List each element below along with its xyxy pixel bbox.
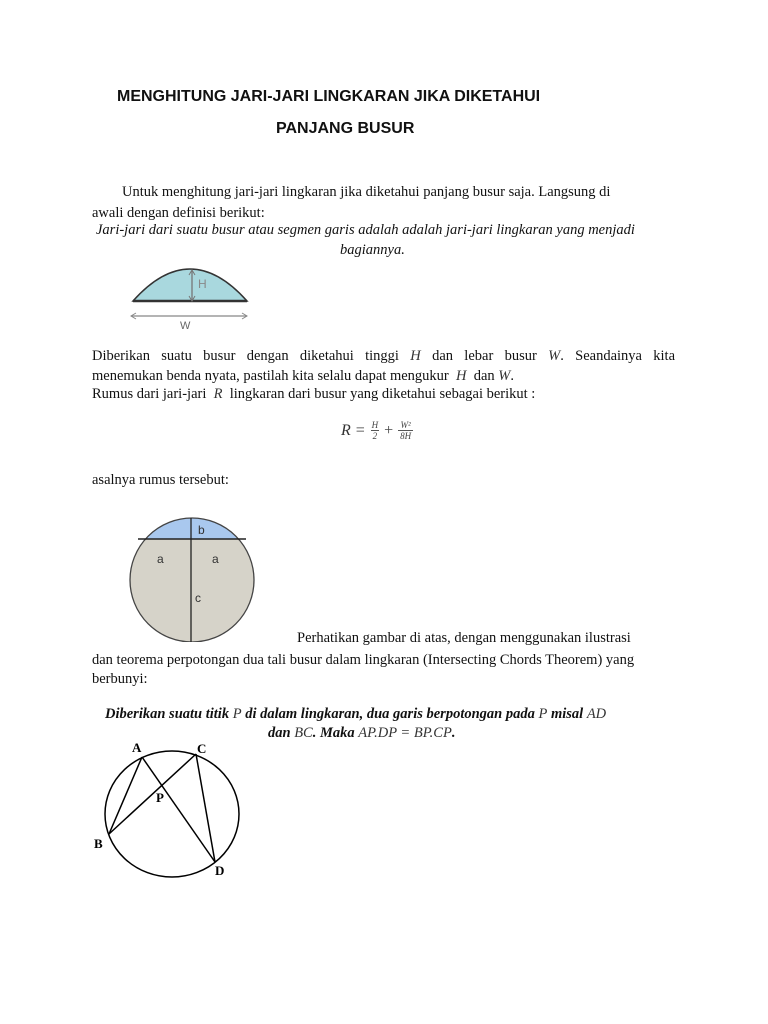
paragraph-4-line-3: berbunyi: bbox=[92, 671, 148, 687]
intersecting-chords-circle-figure bbox=[120, 512, 270, 642]
label-D: D bbox=[215, 863, 225, 878]
arc-segment-figure bbox=[95, 255, 290, 335]
width-label: W bbox=[180, 320, 191, 332]
definition-line-2: bagiannya. bbox=[340, 242, 405, 258]
definition-line-1: Jari-jari dari suatu busur atau segmen garis adalah adalah jari-jari lingkaran yang menjadi bbox=[96, 222, 635, 238]
origin-text: asalnya rumus tersebut: bbox=[92, 472, 229, 488]
title-line-1: MENGHITUNG JARI-JARI LINGKARAN JIKA DIKETAHUI bbox=[117, 88, 541, 105]
label-A: A bbox=[132, 740, 142, 755]
paragraph-4-line-1: Perhatikan gambar di atas, dengan menggunakan ilustrasi bbox=[297, 630, 631, 646]
label-B: B bbox=[94, 836, 103, 851]
height-label: H bbox=[198, 277, 207, 291]
paragraph-2-line-1: Diberikan suatu busur dengan diketahui tinggi H dan lebar busur W. Seandainya kita bbox=[92, 348, 676, 364]
paragraph-3: Rumus dari jari-jari R lingkaran dari busur yang diketahui sebagai berikut : bbox=[92, 386, 536, 402]
label-P: P bbox=[156, 790, 164, 805]
title-line-2: PANJANG BUSUR bbox=[276, 120, 415, 137]
theorem-line-2: dan BC. Maka AP.DP = BP.CP. bbox=[268, 725, 456, 741]
intro-line-2: awali dengan definisi berikut: bbox=[92, 205, 265, 221]
intro-line-1: Untuk menghitung jari-jari lingkaran jika diketahui panjang busur saja. Langsung di bbox=[122, 184, 611, 200]
paragraph-4-line-2: dan teorema perpotongan dua tali busur dalam lingkaran (Intersecting Chords Theorem) yang bbox=[92, 652, 635, 668]
label-b: b bbox=[198, 523, 205, 537]
label-C: C bbox=[197, 741, 207, 756]
theorem-line-1: Diberikan suatu titik P di dalam lingkaran, dua garis berpotongan pada P misal AD bbox=[105, 706, 607, 722]
paragraph-2-line-2: menemukan benda nyata, pastilah kita selalu dapat mengukur H dan W. bbox=[92, 368, 515, 384]
label-c: c bbox=[195, 591, 201, 605]
chords-theorem-figure bbox=[90, 735, 250, 885]
label-a-left: a bbox=[157, 552, 164, 566]
label-a-right: a bbox=[212, 552, 219, 566]
radius-formula: R = $\frac{H}{2}$ + $\frac{\text{W²}}{8H}$ bbox=[341, 420, 412, 441]
